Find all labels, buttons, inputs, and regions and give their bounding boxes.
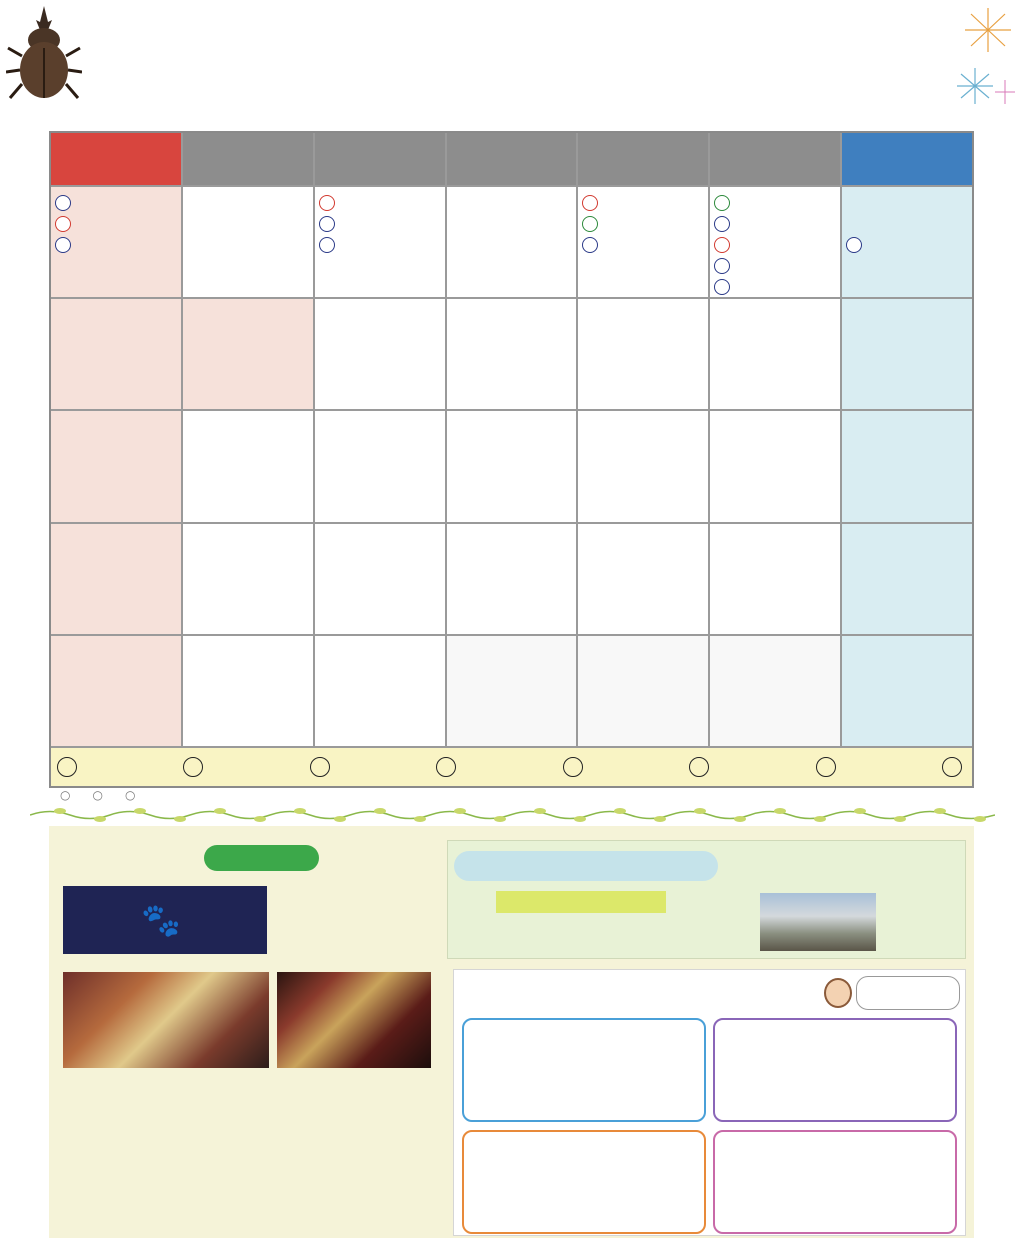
day-cell — [710, 299, 840, 409]
weekday-header-mon — [183, 133, 313, 185]
event-item — [582, 213, 704, 234]
event-list — [578, 187, 708, 260]
ronlady-logo — [63, 886, 267, 954]
weekday-header-wed — [447, 133, 577, 185]
beetle-icon — [6, 4, 82, 104]
event-list — [710, 187, 840, 297]
venue-badge-icon — [714, 195, 730, 211]
day-cell — [842, 187, 972, 297]
venue-badge-icon — [57, 757, 77, 777]
venue-badge-icon — [846, 237, 862, 253]
day-cell — [51, 411, 181, 521]
empty-day-cell — [578, 636, 708, 746]
legend-item — [436, 757, 460, 777]
venue-badge-icon — [689, 757, 709, 777]
day-cell — [578, 524, 708, 634]
venue-badge-icon — [582, 237, 598, 253]
event-item — [714, 213, 836, 234]
bottom-panel — [49, 826, 974, 1238]
program-card-tabletennis — [713, 1130, 957, 1234]
weekday-header-sun — [51, 133, 181, 185]
event-item — [582, 234, 704, 255]
event-item — [55, 192, 177, 213]
program-card-basketball — [462, 1130, 706, 1234]
weekday-header-fri — [710, 133, 840, 185]
walking-title — [496, 891, 666, 913]
food-photos — [63, 972, 431, 1068]
event-item — [319, 192, 441, 213]
event-list — [51, 187, 181, 260]
class-color-legend — [60, 788, 135, 802]
day-cell — [315, 524, 445, 634]
legend-item — [689, 757, 713, 777]
weekday-header-tue — [315, 133, 445, 185]
event-item — [714, 276, 836, 297]
venue-badge-icon — [319, 216, 335, 232]
legend-item — [57, 757, 81, 777]
venue-legend — [51, 748, 972, 786]
walking-class-panel — [447, 840, 966, 959]
day-cell — [842, 299, 972, 409]
venue-badge-icon — [942, 757, 962, 777]
event-item — [714, 234, 836, 255]
day-cell — [51, 187, 181, 297]
day-cell — [51, 524, 181, 634]
legend-item — [942, 757, 966, 777]
day-cell — [183, 636, 313, 746]
event-item — [319, 213, 441, 234]
empty-day-cell — [447, 636, 577, 746]
empty-day-cell — [710, 636, 840, 746]
day-cell — [578, 187, 708, 297]
event-item — [714, 192, 836, 213]
venue-badge-icon — [714, 258, 730, 274]
day-cell — [710, 411, 840, 521]
legend-item — [183, 757, 207, 777]
program-card-track — [462, 1018, 706, 1122]
event-text — [846, 192, 968, 213]
venue-badge-icon — [55, 216, 71, 232]
event-text — [846, 213, 968, 234]
day-cell — [183, 187, 313, 297]
venue-badge-icon — [319, 237, 335, 253]
venue-badge-icon — [582, 195, 598, 211]
venue-badge-icon — [714, 279, 730, 295]
walking-photo — [760, 893, 876, 951]
program-card-soccer — [713, 1018, 957, 1122]
event-list — [447, 187, 577, 197]
hajimete-series-panel — [453, 969, 966, 1236]
event-list — [183, 187, 313, 197]
legend-item — [816, 757, 840, 777]
calendar — [49, 131, 974, 788]
paw-icon: 🐾 — [141, 901, 181, 939]
venue-badge-icon — [55, 195, 71, 211]
venue-badge-icon — [55, 237, 71, 253]
day-cell — [183, 411, 313, 521]
day-cell — [842, 411, 972, 521]
venue-badge-icon — [582, 216, 598, 232]
day-cell — [183, 299, 313, 409]
event-item — [55, 213, 177, 234]
event-item — [846, 234, 968, 255]
day-cell — [447, 411, 577, 521]
event-item — [319, 234, 441, 255]
event-list — [842, 187, 972, 260]
day-cell — [315, 299, 445, 409]
day-cell — [51, 299, 181, 409]
day-cell — [842, 524, 972, 634]
venue-badge-icon — [183, 757, 203, 777]
day-cell — [183, 524, 313, 634]
pickup-badge — [204, 845, 319, 871]
legend-item — [563, 757, 587, 777]
day-cell — [578, 411, 708, 521]
day-cell — [710, 524, 840, 634]
vine-divider-icon — [30, 806, 995, 824]
walking-tagline — [454, 851, 718, 881]
venue-badge-icon — [319, 195, 335, 211]
day-cell — [447, 299, 577, 409]
event-list — [315, 187, 445, 260]
empty-day-cell — [842, 636, 972, 746]
weekday-header-thu — [578, 133, 708, 185]
day-cell — [578, 299, 708, 409]
day-cell — [315, 636, 445, 746]
venue-badge-icon — [436, 757, 456, 777]
walking-date — [754, 851, 760, 867]
day-cell — [51, 636, 181, 746]
class-legend-green — [125, 788, 135, 802]
food-photo — [63, 972, 269, 1068]
day-cell — [447, 524, 577, 634]
day-cell — [315, 187, 445, 297]
venue-badge-icon — [310, 757, 330, 777]
girl-illustration-icon — [824, 978, 852, 1008]
osechi-photo — [277, 972, 431, 1068]
venue-badge-icon — [714, 216, 730, 232]
event-item — [714, 255, 836, 276]
header — [0, 0, 1027, 128]
header-subtitle-line — [88, 8, 98, 38]
venue-badge-icon — [563, 757, 583, 777]
day-cell — [710, 187, 840, 297]
class-legend-orange — [92, 788, 102, 802]
venue-badge-icon — [816, 757, 836, 777]
venue-badge-icon — [714, 237, 730, 253]
application-bubble — [856, 976, 960, 1010]
event-item — [55, 234, 177, 255]
day-cell — [315, 411, 445, 521]
event-item — [582, 192, 704, 213]
legend-item — [310, 757, 334, 777]
firework-icon — [955, 6, 1021, 116]
class-legend-blue — [60, 788, 70, 802]
day-cell — [447, 187, 577, 297]
weekday-header-sat — [842, 133, 972, 185]
